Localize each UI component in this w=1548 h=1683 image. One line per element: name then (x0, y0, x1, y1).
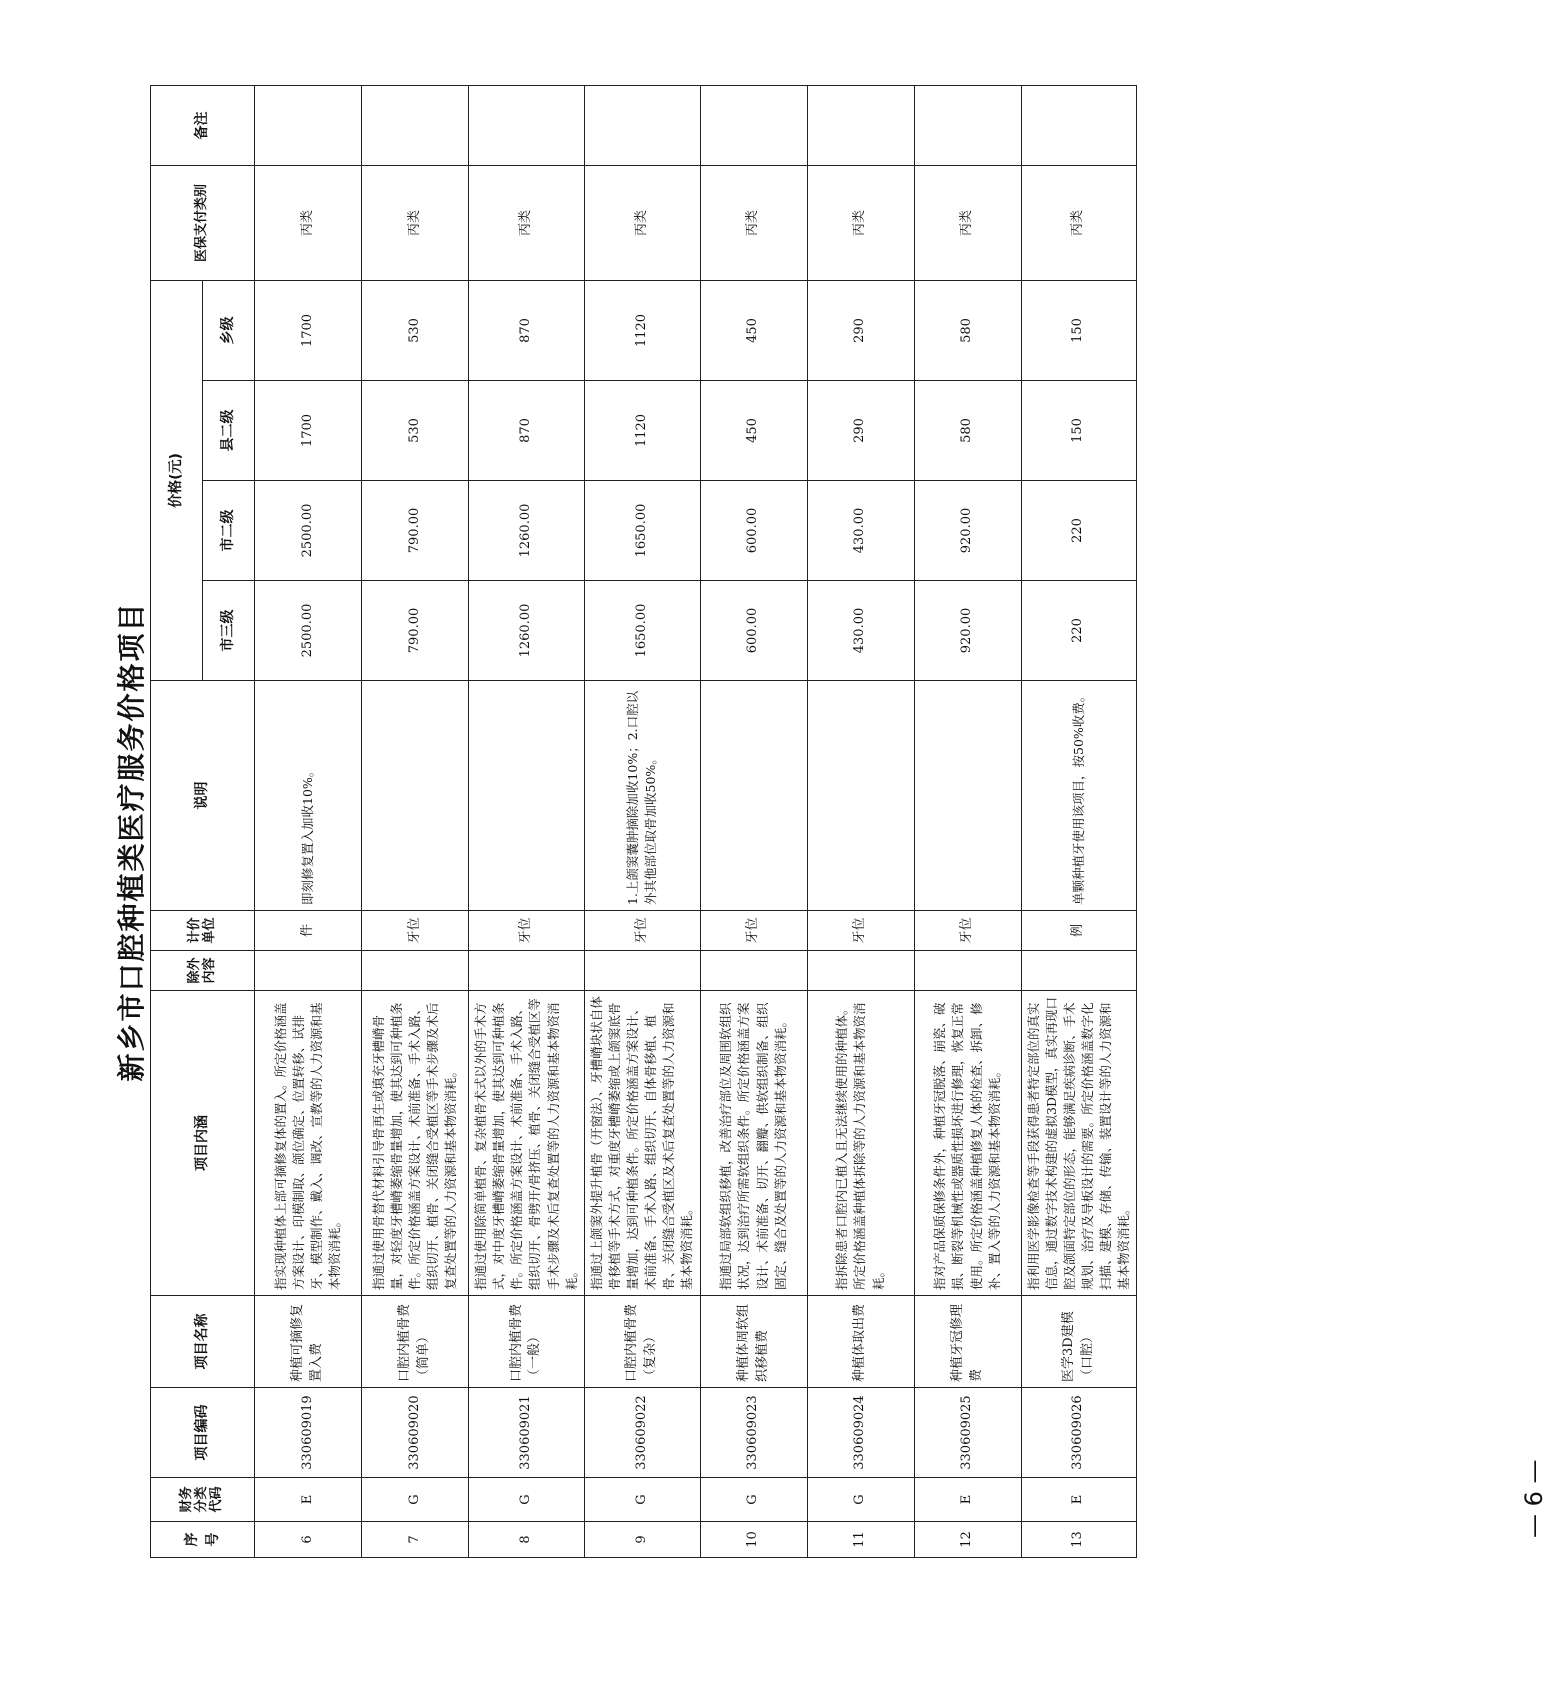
row-item-name: 种植体取出费 (807, 1296, 914, 1388)
row-price-city2: 2500.00 (255, 481, 362, 581)
row-price-city3: 1650.00 (584, 581, 700, 681)
header-unit: 计价单位 (151, 911, 255, 951)
header-fin-code: 财务分类代码 (151, 1478, 255, 1522)
row-unit: 牙位 (807, 911, 914, 951)
row-seq: 7 (362, 1522, 469, 1558)
row-price-town: 150 (1021, 280, 1137, 380)
row-price-city2: 220 (1021, 481, 1137, 581)
table-row (1021, 85, 1137, 1557)
table-row (255, 85, 362, 1557)
row-item-code: 330609019 (255, 1388, 362, 1478)
row-price-city3: 600.00 (700, 581, 807, 681)
page-number: — 6 — (1520, 1459, 1548, 1538)
header-price-county2: 县二级 (203, 381, 255, 481)
row-note: 1.上颌窦囊肿摘除加收10%；2.口腔以外其他部位取骨加收50%。 (584, 681, 700, 911)
row-unit: 牙位 (914, 911, 1021, 951)
row-remark (807, 85, 914, 165)
row-note (362, 681, 469, 911)
row-price-county2: 870 (469, 381, 585, 481)
row-item-name: 医学3D建模（口腔） (1021, 1296, 1137, 1388)
row-remark (914, 85, 1021, 165)
row-note: 单颗种植牙使用该项目，按50%收费。 (1021, 681, 1137, 911)
row-item-name: 口腔内植骨费（一般） (469, 1296, 585, 1388)
row-fin-code: G (469, 1478, 585, 1522)
row-item-code: 330609021 (469, 1388, 585, 1478)
row-price-county2: 450 (700, 381, 807, 481)
row-insurance: 丙类 (700, 165, 807, 280)
row-item-name: 种植牙冠修理费 (914, 1296, 1021, 1388)
row-price-county2: 290 (807, 381, 914, 481)
row-insurance: 丙类 (914, 165, 1021, 280)
row-seq: 11 (807, 1522, 914, 1558)
header-notes: 说明 (151, 681, 255, 911)
row-price-city2: 600.00 (700, 481, 807, 581)
row-item-name: 种植可摘修复置入费 (255, 1296, 362, 1388)
header-price-town: 乡级 (203, 280, 255, 380)
row-fin-code: E (914, 1478, 1021, 1522)
row-exclusions (255, 951, 362, 991)
row-price-county2: 1120 (584, 381, 700, 481)
row-price-city2: 790.00 (362, 481, 469, 581)
header-seq: 序号 (151, 1522, 255, 1558)
row-unit: 牙位 (362, 911, 469, 951)
row-insurance: 丙类 (807, 165, 914, 280)
row-fin-code: E (1021, 1478, 1137, 1522)
row-price-city2: 430.00 (807, 481, 914, 581)
row-price-city3: 220 (1021, 581, 1137, 681)
row-item-content: 指通过上颌窦外提升植骨（开窗法）、牙槽嵴块状自体骨移植等手术方式，对重度牙槽嵴萎缩或上颌窦底骨量增加，达到可种植条件。所定价格涵盖方案设计、术前准备、手术入路、组织切开、自体骨移植、植骨、关闭缝合受植区及术后复查处置等的人力资源和基本物资消耗。 (584, 991, 700, 1296)
row-remark (469, 85, 585, 165)
row-note (700, 681, 807, 911)
row-price-city3: 1260.00 (469, 581, 585, 681)
row-item-name: 种植体周软组织移植费 (700, 1296, 807, 1388)
row-price-city3: 430.00 (807, 581, 914, 681)
row-item-code: 330609023 (700, 1388, 807, 1478)
row-item-content: 指通过使用骨替代材料引导骨再生或填充牙槽嵴骨量，对轻度牙槽嵴萎缩骨量增加，使其达到可种植条件。所定价格涵盖方案设计、术前准备、手术入路、组织切开、植骨、关闭缝合受植区等手术步骤及术后复查处置等的人力资源和基本物资消耗。 (362, 991, 469, 1296)
row-price-city3: 2500.00 (255, 581, 362, 681)
row-seq: 8 (469, 1522, 585, 1558)
price-table (150, 85, 1137, 1558)
header-item-name: 项目名称 (151, 1296, 255, 1388)
row-unit: 件 (255, 911, 362, 951)
row-fin-code: G (362, 1478, 469, 1522)
row-unit: 牙位 (584, 911, 700, 951)
row-price-county2: 150 (1021, 381, 1137, 481)
row-item-code: 330609025 (914, 1388, 1021, 1478)
row-unit: 牙位 (700, 911, 807, 951)
row-unit: 牙位 (469, 911, 585, 951)
table-row (700, 85, 807, 1557)
row-price-town: 870 (469, 280, 585, 380)
row-insurance: 丙类 (469, 165, 585, 280)
row-price-town: 290 (807, 280, 914, 380)
row-seq: 12 (914, 1522, 1021, 1558)
row-seq: 10 (700, 1522, 807, 1558)
row-item-name: 口腔内植骨费（复杂） (584, 1296, 700, 1388)
row-seq: 13 (1021, 1522, 1137, 1558)
header-exclusions: 除外内容 (151, 951, 255, 991)
row-item-content: 指通过局部软组织移植，改善治疗部位及周围软组织状况，达到治疗所需软组织条件。所定价格涵盖方案设计、术前准备、切开、翻瓣、供软组织制备、组织固定、缝合及处置等的人力资源和基本物资消耗。 (700, 991, 807, 1296)
header-remarks: 备注 (151, 85, 255, 165)
row-note (807, 681, 914, 911)
header-item-code: 项目编码 (151, 1388, 255, 1478)
row-insurance: 丙类 (362, 165, 469, 280)
row-price-city2: 920.00 (914, 481, 1021, 581)
header-price-group: 价格(元) (151, 280, 203, 680)
document-title: 新乡市口腔种植类医疗服务价格项目 (115, 601, 148, 1082)
row-note (914, 681, 1021, 911)
row-fin-code: G (700, 1478, 807, 1522)
row-seq: 9 (584, 1522, 700, 1558)
row-insurance: 丙类 (1021, 165, 1137, 280)
row-remark (1021, 85, 1137, 165)
row-price-town: 1120 (584, 280, 700, 380)
row-exclusions (469, 951, 585, 991)
row-price-town: 1700 (255, 280, 362, 380)
row-item-content: 指对产品保质保修条件外，种植牙冠脱落、崩瓷、破损、断裂等机械性或器质性损坏进行修理，恢复正常使用。所定价格涵盖种植修复人体的检查、拆卸、修补、置入等的人力资源和基本物资消耗。 (914, 991, 1021, 1296)
header-insurance: 医保支付类别 (151, 165, 255, 280)
row-item-content: 指通过使用除简单植骨、复杂植骨术式以外的手术方式，对中度牙槽嵴萎缩骨量增加，使其达到可种植条件。所定价格涵盖方案设计、术前准备、手术入路、组织切开、骨劈开/骨挤压、植骨、关闭缝合受植区等手术步骤及术后复查处置等的人力资源和基本物资消耗。 (469, 991, 585, 1296)
row-item-code: 330609022 (584, 1388, 700, 1478)
row-fin-code: G (807, 1478, 914, 1522)
row-insurance: 丙类 (584, 165, 700, 280)
table-row (469, 85, 585, 1557)
row-price-county2: 580 (914, 381, 1021, 481)
table-row (807, 85, 914, 1557)
header-item-content: 项目内涵 (151, 991, 255, 1296)
row-seq: 6 (255, 1522, 362, 1558)
row-price-county2: 1700 (255, 381, 362, 481)
table-row (914, 85, 1021, 1557)
row-price-town: 580 (914, 280, 1021, 380)
row-price-town: 450 (700, 280, 807, 380)
row-remark (255, 85, 362, 165)
row-exclusions (362, 951, 469, 991)
row-note (469, 681, 585, 911)
row-remark (362, 85, 469, 165)
row-price-city2: 1650.00 (584, 481, 700, 581)
table-row (362, 85, 469, 1557)
row-item-code: 330609024 (807, 1388, 914, 1478)
row-item-name: 口腔内植骨费（简单） (362, 1296, 469, 1388)
row-item-content: 指利用医学影像检查等手段获得患者特定部位的真实信息，通过数字技术构建的虚拟3D模型，真实再现口腔及颌面特定部位的形态，能够满足疾病诊断、手术规划、治疗及导板设计的需要。所定价格涵盖数字化扫描、建模、存储、传输、装置设计等的人力资源和基本物资消耗。 (1021, 991, 1137, 1296)
table-row (584, 85, 700, 1557)
row-insurance: 丙类 (255, 165, 362, 280)
row-price-city3: 920.00 (914, 581, 1021, 681)
row-exclusions (700, 951, 807, 991)
row-price-town: 530 (362, 280, 469, 380)
row-item-code: 330609020 (362, 1388, 469, 1478)
row-exclusions (1021, 951, 1137, 991)
row-exclusions (807, 951, 914, 991)
row-price-city3: 790.00 (362, 581, 469, 681)
row-fin-code: G (584, 1478, 700, 1522)
header-price-city3: 市三级 (203, 581, 255, 681)
row-note: 即刻修复置入加收10%。 (255, 681, 362, 911)
row-item-content: 指实现种植体上部可摘修复体的置入。所定价格涵盖方案设计、印模制取、颌位确定、位置转移、试排牙、模型制作、戴入、调改、宣教等的人力资源和基本物资消耗。 (255, 991, 362, 1296)
row-fin-code: E (255, 1478, 362, 1522)
row-item-content: 指拆除患者口腔内已植入且无法继续使用的种植体。所定价格涵盖种植体拆除等的人力资源和基本物资消耗。 (807, 991, 914, 1296)
row-price-county2: 530 (362, 381, 469, 481)
row-unit: 例 (1021, 911, 1137, 951)
row-exclusions (914, 951, 1021, 991)
header-price-city2: 市二级 (203, 481, 255, 581)
row-item-code: 330609026 (1021, 1388, 1137, 1478)
row-remark (700, 85, 807, 165)
row-exclusions (584, 951, 700, 991)
row-remark (584, 85, 700, 165)
row-price-city2: 1260.00 (469, 481, 585, 581)
